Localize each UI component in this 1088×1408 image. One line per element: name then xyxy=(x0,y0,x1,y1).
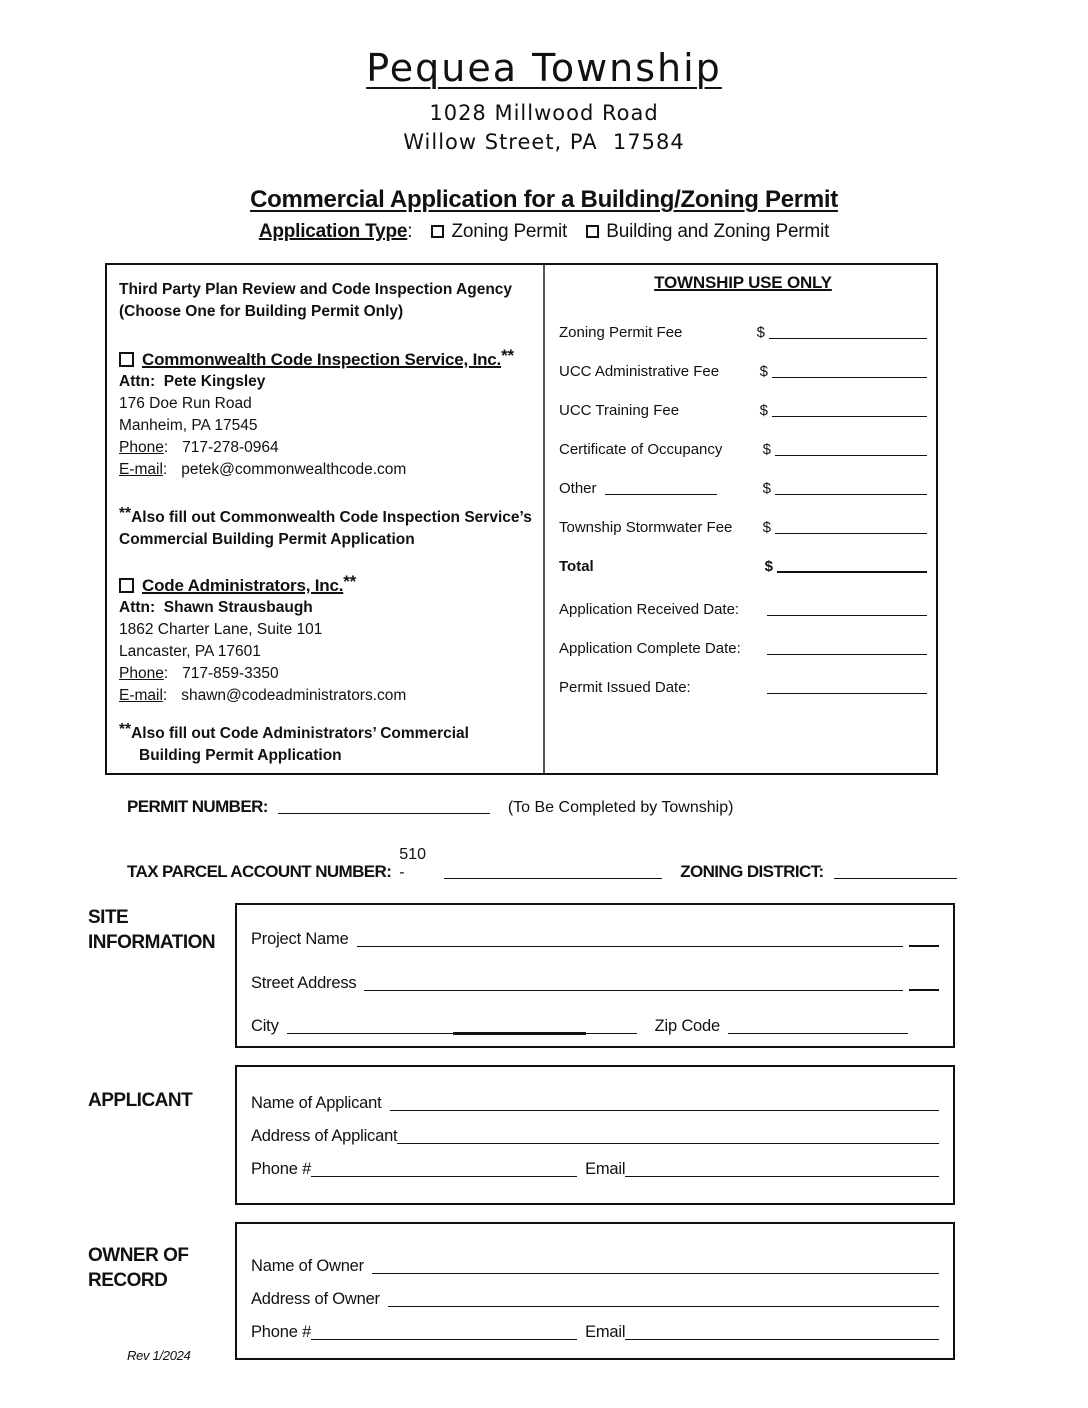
applicant-phone-label: Phone # xyxy=(251,1160,312,1178)
agency-2-phone-colon: : xyxy=(163,665,169,682)
agency-2-phone-label: Phone xyxy=(119,665,164,682)
owner-phone-blank[interactable] xyxy=(311,1338,577,1340)
dollar-sign: $ xyxy=(762,519,771,536)
tax-parcel-label: TAX PARCEL ACCOUNT NUMBER: xyxy=(127,862,392,881)
street-address-row xyxy=(251,971,939,993)
project-name-label: Project Name xyxy=(251,930,349,948)
agency-1-phone-row xyxy=(119,437,533,459)
owner-address-label: Address of Owner xyxy=(251,1290,380,1308)
agency-2-email-row xyxy=(119,685,533,707)
dollar-sign: $ xyxy=(764,558,773,575)
ucc-admin-fee-blank[interactable] xyxy=(772,376,927,378)
zip-code-label: Zip Code xyxy=(654,1017,720,1035)
applicant-box xyxy=(235,1065,955,1205)
agency-1-email-label: E-mail xyxy=(119,461,163,478)
agency-2-address2: Lancaster, PA 17601 xyxy=(119,643,261,660)
letterhead xyxy=(0,46,1088,157)
agency-2-email-colon: : xyxy=(162,687,168,704)
fee-list xyxy=(559,319,927,575)
street-address-label: Street Address xyxy=(251,974,357,992)
applicant-address-blank[interactable] xyxy=(397,1142,939,1144)
fee-row-ucc-admin xyxy=(559,358,927,380)
permit-number-row xyxy=(127,797,967,817)
site-heading-line1: SITE xyxy=(88,907,129,928)
permit-number-label: PERMIT NUMBER: xyxy=(127,797,268,816)
fee-label: Certificate of Occupancy xyxy=(559,441,723,458)
applicant-name-row xyxy=(251,1091,939,1113)
agency-1-note-line1 xyxy=(119,503,533,529)
agency-1-address2: Manheim, PA 17545 xyxy=(119,417,258,434)
agency-1-stars: ** xyxy=(501,346,514,365)
owner-email-label: Email xyxy=(585,1323,626,1341)
applicant-name-blank[interactable] xyxy=(390,1109,939,1111)
township-address-line2: Willow Street, PA 17584 xyxy=(403,130,685,154)
agency-2-email-value: shawn@codeadministrators.com xyxy=(181,687,407,704)
revision-note: Rev 1/2024 xyxy=(127,1348,191,1363)
owner-name-blank[interactable] xyxy=(372,1272,939,1274)
fee-row-ucc-training xyxy=(559,397,927,419)
fee-label: Total xyxy=(559,558,594,575)
fee-label: UCC Administrative Fee xyxy=(559,363,720,380)
agency-2-note-line2: Building Permit Application xyxy=(139,747,342,764)
street-address-end-blank[interactable] xyxy=(909,988,939,991)
agency-1-phone-label: Phone xyxy=(119,439,164,456)
fee-row-other xyxy=(559,475,927,497)
agency-2-address1: 1862 Charter Lane, Suite 101 xyxy=(119,621,323,638)
date-label: Application Received Date: xyxy=(559,601,740,618)
agency-2-phone-row xyxy=(119,663,533,685)
township-name: Pequea Township xyxy=(366,46,722,90)
agency-1-checkbox[interactable] xyxy=(119,352,134,367)
owner-phone-label: Phone # xyxy=(251,1323,312,1341)
tax-parcel-row xyxy=(127,846,967,882)
applicant-phone-email-row xyxy=(251,1157,939,1179)
dollar-sign: $ xyxy=(756,324,765,341)
tax-parcel-prefix: 510 - xyxy=(399,846,431,881)
application-complete-date-blank[interactable] xyxy=(767,653,927,655)
site-information-heading xyxy=(88,905,215,955)
site-heading-line2: INFORMATION xyxy=(88,932,216,953)
applicant-email-label: Email xyxy=(585,1160,626,1178)
owner-of-record-box xyxy=(235,1222,955,1360)
zoning-permit-fee-blank[interactable] xyxy=(769,337,927,339)
stormwater-fee-blank[interactable] xyxy=(775,532,927,534)
applicant-name-label: Name of Applicant xyxy=(251,1094,382,1112)
zoning-district-label: ZONING DISTRICT: xyxy=(680,862,824,881)
fee-row-zoning-permit xyxy=(559,319,927,341)
township-use-column xyxy=(545,265,941,773)
date-row-complete xyxy=(559,635,927,657)
fee-row-stormwater xyxy=(559,514,927,536)
building-and-zoning-permit-option-label: Building and Zoning Permit xyxy=(606,221,830,242)
fee-label: Other xyxy=(559,480,597,497)
agency-2-checkbox[interactable] xyxy=(119,578,134,593)
agency-1-note-line2: Commercial Building Permit Application xyxy=(119,531,415,548)
site-information-box xyxy=(235,903,955,1048)
total-fee-blank[interactable] xyxy=(777,570,927,573)
agency-2-stars: ** xyxy=(343,572,357,591)
zoning-permit-checkbox[interactable] xyxy=(431,225,444,238)
date-label: Application Complete Date: xyxy=(559,640,741,657)
owner-name-label: Name of Owner xyxy=(251,1257,364,1275)
city-zip-row xyxy=(251,1014,939,1036)
applicant-email-blank[interactable] xyxy=(625,1175,939,1177)
agency-2-option xyxy=(119,571,533,597)
agency-1-attn: Attn: Pete Kingsley xyxy=(119,373,266,390)
agency-2-attn: Attn: Shawn Strausbaugh xyxy=(119,599,313,616)
owner-address-row xyxy=(251,1287,939,1309)
agency-2-note-line1 xyxy=(119,719,533,745)
agency-1-address1: 176 Doe Run Road xyxy=(119,395,252,412)
owner-phone-email-row xyxy=(251,1320,939,1342)
applicant-phone-blank[interactable] xyxy=(311,1175,577,1177)
dollar-sign: $ xyxy=(762,480,771,497)
agency-column-heading1: Third Party Plan Review and Code Inspection Agency xyxy=(119,281,513,298)
ucc-training-fee-blank[interactable] xyxy=(772,415,927,417)
owner-address-blank[interactable] xyxy=(388,1305,939,1307)
dollar-sign: $ xyxy=(762,441,771,458)
city-blank-overlap xyxy=(453,1032,586,1035)
owner-of-record-heading xyxy=(88,1243,189,1293)
date-row-received xyxy=(559,596,927,618)
date-row-issued xyxy=(559,674,927,696)
date-label: Permit Issued Date: xyxy=(559,679,691,696)
owner-heading-line2: RECORD xyxy=(88,1270,168,1291)
township-use-only-heading: TOWNSHIP USE ONLY xyxy=(654,273,832,292)
agency-column-heading2: (Choose One for Building Permit Only) xyxy=(119,303,404,320)
agency-1-name: Commonwealth Code Inspection Service, Inc. xyxy=(142,350,502,369)
permit-issued-date-blank[interactable] xyxy=(767,692,927,694)
agency-2-note1-text: Also fill out Code Administrators’ Commercial xyxy=(131,725,469,742)
agency-and-township-use-box xyxy=(105,263,938,775)
township-address-line1: 1028 Millwood Road xyxy=(429,101,659,125)
agency-2-name: Code Administrators, Inc. xyxy=(142,576,344,595)
third-party-agency-column xyxy=(107,265,545,773)
applicant-heading: APPLICANT xyxy=(88,1090,193,1111)
applicant-address-row xyxy=(251,1124,939,1146)
owner-email-blank[interactable] xyxy=(625,1338,939,1340)
agency-2-email-label: E-mail xyxy=(119,687,163,704)
agency-1-note-stars: ** xyxy=(119,505,132,522)
page-title: Commercial Application for a Building/Zoning Permit xyxy=(250,186,838,213)
other-fee-blank[interactable] xyxy=(775,493,927,495)
building-and-zoning-permit-checkbox[interactable] xyxy=(586,225,599,238)
agency-1-phone-value: 717-278-0964 xyxy=(182,439,279,456)
zoning-permit-option-label: Zoning Permit xyxy=(451,221,568,242)
agency-1-note1-text: Also fill out Commonwealth Code Inspection Service’s xyxy=(131,509,532,526)
fee-label: UCC Training Fee xyxy=(559,402,680,419)
application-type-label: Application Type xyxy=(258,221,408,242)
owner-name-row xyxy=(251,1254,939,1276)
permit-number-blank[interactable] xyxy=(278,812,490,814)
other-description-blank[interactable] xyxy=(605,493,717,495)
permit-number-note: (To Be Completed by Township) xyxy=(507,799,734,816)
dollar-sign: $ xyxy=(759,363,768,380)
dollar-sign: $ xyxy=(759,402,768,419)
fee-row-total xyxy=(559,553,927,575)
agency-1-email-colon: : xyxy=(162,461,168,478)
agency-1-email-value: petek@commonwealthcode.com xyxy=(181,461,407,478)
agency-2-note-stars: ** xyxy=(119,721,132,738)
date-list xyxy=(559,596,927,696)
agency-1-email-row xyxy=(119,459,533,481)
fee-label: Zoning Permit Fee xyxy=(559,324,683,341)
project-name-end-blank[interactable] xyxy=(909,944,939,947)
city-label: City xyxy=(251,1017,279,1035)
fee-row-certificate-occupancy xyxy=(559,436,927,458)
certificate-occupancy-fee-blank[interactable] xyxy=(775,454,927,456)
fee-label: Township Stormwater Fee xyxy=(559,519,733,536)
zip-code-blank[interactable] xyxy=(728,1032,908,1034)
agency-1-phone-colon: : xyxy=(163,439,169,456)
applicant-address-label: Address of Applicant xyxy=(251,1127,398,1145)
application-type-row xyxy=(0,221,1088,243)
agency-2-phone-value: 717-859-3350 xyxy=(182,665,279,682)
zoning-district-blank[interactable] xyxy=(834,877,957,879)
city-blank[interactable] xyxy=(287,1032,637,1034)
application-type-colon: : xyxy=(407,221,413,242)
tax-parcel-blank[interactable] xyxy=(444,877,662,879)
application-received-date-blank[interactable] xyxy=(767,614,927,616)
project-name-blank[interactable] xyxy=(357,945,903,947)
street-address-blank[interactable] xyxy=(364,989,903,991)
owner-heading-line1: OWNER OF xyxy=(88,1245,189,1266)
project-name-row xyxy=(251,927,939,949)
agency-1-option xyxy=(119,345,533,371)
